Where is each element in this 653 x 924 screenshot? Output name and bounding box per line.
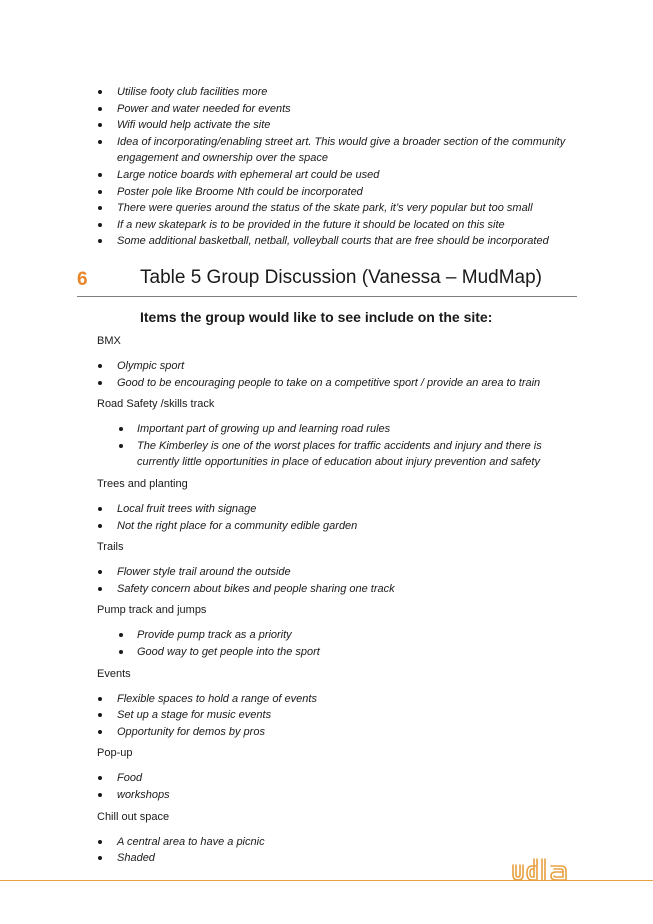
list-item: Food	[0, 770, 653, 787]
subheading: Items the group would like to see include on the site:	[140, 309, 493, 325]
list-item: Power and water needed for events	[0, 101, 653, 118]
list-item: Olympic sport	[0, 358, 653, 375]
group-list	[0, 691, 653, 741]
section-title: Table 5 Group Discussion (Vanessa – MudMap)	[140, 267, 543, 288]
list-item: Safety concern about bikes and people sharing one track	[0, 581, 653, 598]
list-item: workshops	[0, 787, 653, 804]
group-label: Road Safety /skills track	[97, 398, 215, 411]
group-label: Events	[97, 667, 131, 680]
list-item: Utilise footy club facilities more	[0, 84, 653, 101]
group-list	[0, 501, 653, 534]
section-heading	[77, 266, 577, 297]
list-item: A central area to have a picnic	[0, 834, 653, 851]
list-item: Local fruit trees with signage	[0, 501, 653, 518]
group-list	[0, 627, 653, 660]
list-item: Some additional basketball, netball, volleyball courts that are free should be incorporated	[0, 233, 653, 250]
list-item: Not the right place for a community edible garden	[0, 518, 653, 535]
list-item: Poster pole like Broome Nth could be incorporated	[0, 184, 653, 201]
list-item: Provide pump track as a priority	[0, 627, 653, 644]
section-number: 6	[77, 269, 88, 290]
group-list	[0, 358, 653, 391]
discussion-content	[0, 334, 653, 873]
list-item: If a new skatepark is to be provided in the future it should be located on this site	[0, 217, 653, 234]
list-item: There were queries around the status of the skate park, it’s very popular but too small	[0, 200, 653, 217]
list-item: Important part of growing up and learning road rules	[0, 421, 653, 438]
top-bullet-list	[0, 84, 653, 250]
list-item: Shaded	[0, 850, 653, 867]
group-list	[0, 564, 653, 597]
list-item: The Kimberley is one of the worst places for traffic accidents and injury and there is currently little opportunities in place of education about injury prevention and safety	[0, 438, 653, 471]
group-label: Trails	[97, 541, 124, 554]
list-item: Idea of incorporating/enabling street art. This would give a broader section of the community engagement and ownership over the space	[0, 134, 653, 167]
list-item: Flower style trail around the outside	[0, 564, 653, 581]
list-item: Flexible spaces to hold a range of events	[0, 691, 653, 708]
list-item: Set up a stage for music events	[0, 707, 653, 724]
list-item: Opportunity for demos by pros	[0, 724, 653, 741]
list-item: Good to be encouraging people to take on a competitive sport / provide an area to train	[0, 375, 653, 392]
list-item: Wifi would help activate the site	[0, 117, 653, 134]
group-label: Trees and planting	[97, 477, 188, 490]
group-label: Pump track and jumps	[97, 604, 207, 617]
list-item: Large notice boards with ephemeral art could be used	[0, 167, 653, 184]
group-label: BMX	[97, 335, 121, 347]
group-list	[0, 421, 653, 471]
group-label: Pop-up	[97, 747, 133, 760]
group-list	[0, 770, 653, 803]
udla-logo	[511, 857, 577, 883]
list-item: Good way to get people into the sport	[0, 644, 653, 661]
group-label: Chill out space	[97, 810, 170, 823]
